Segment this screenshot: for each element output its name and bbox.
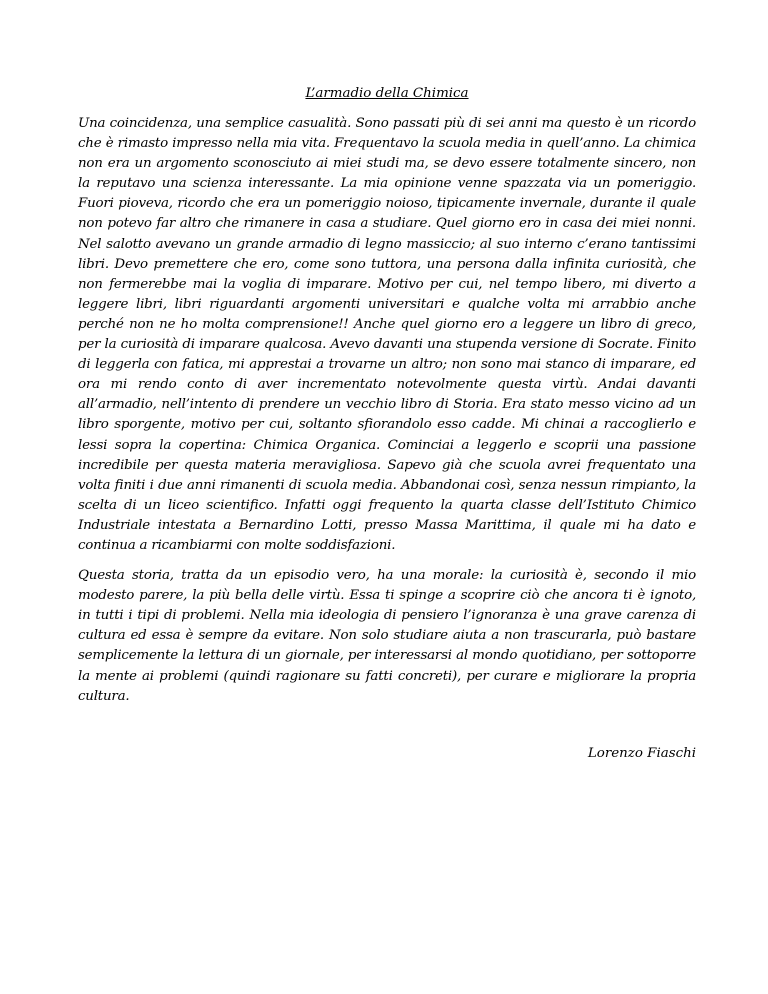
paragraph-moral: Questa storia, tratta da un episodio vero, ha una morale: la curiosità è, secondo il mio modesto parere, la più bella delle virtù. Essa ti spinge a scoprire ciò che ancora ti è ignoto, in tutti i tipi di problemi. Nella mia ideologia di pensiero l’ignoranza è una grave carenza di cultura ed essa è sempre da evitare. Non solo studiare aiuta a non trascurarla, può bastare semplicemente la lettura di un giornale, per interessarsi al mondo quotidiano, per sottoporre la mente ai problemi (quindi ragionare su fatti concreti), per curare e migliorare la propria cultura. xyxy=(78,568,696,704)
document-page xyxy=(78,82,696,761)
author-signature: Lorenzo Fiaschi xyxy=(587,746,696,761)
paragraph-story: Una coincidenza, una semplice casualità. Sono passati più di sei anni ma questo è un ricordo che è rimasto impresso nella mia vita. Frequentavo la scuola media in quell’anno. La chimica non era un argomento sconosciuto ai miei studi ma, se devo essere totalmente sincero, non la reputavo una scienza interessante. La mia opinione venne spazzata via un pomeriggio. Fuori pioveva, ricordo che era un pomeriggio noioso, tipicamente invernale, durante il quale non potevo far altro che rimanere in casa a studiare. Quel giorno ero in casa dei miei nonni. Nel salotto avevano un grande armadio di legno massiccio; al suo interno c’erano tantissimi libri. Devo premettere che ero, come sono tuttora, una persona dalla infinita curiosità, che non fermerebbe mai la voglia di imparare. Motivo per cui, nel tempo libero, mi diverto a leggere libri, libri riguardanti argomenti universitari e qualche volta mi arrabbio anche perché non ne ho molta comprensione!! Anche quel giorno ero a leggere un libro di greco, per la curiosità di imparare qualcosa. Avevo davanti una stupenda versione di Socrate. Finito di leggerla con fatica, mi apprestai a trovarne un altro; non sono mai stanco di imparare, ed ora mi rendo conto di aver incrementato notevolmente questa virtù. Andai davanti all’armadio, nell’intento di prendere un vecchio libro di Storia. Era stato messo vicino ad un libro sporgente, motivo per cui, soltanto sfiorandolo esso cadde. Mi chinai a raccoglierlo e lessi sopra la copertina: Chimica Organica. Cominciai a leggerlo e scoprii una passione incredibile per questa materia meravigliosa. Sapevo già che scuola avrei frequentato una volta finiti i due anni rimanenti di scuola media. Abbandonai così, senza nessun rimpianto, la scelta di un liceo scientifico. Infatti oggi frequento la quarta classe dell’Istituto Chimico Industriale intestata a Bernardino Lotti, presso Massa Marittima, il quale mi ha dato e continua a ricambiarmi con molte soddisfazioni. xyxy=(78,116,696,553)
document-title: L’armadio della Chimica xyxy=(305,86,469,101)
